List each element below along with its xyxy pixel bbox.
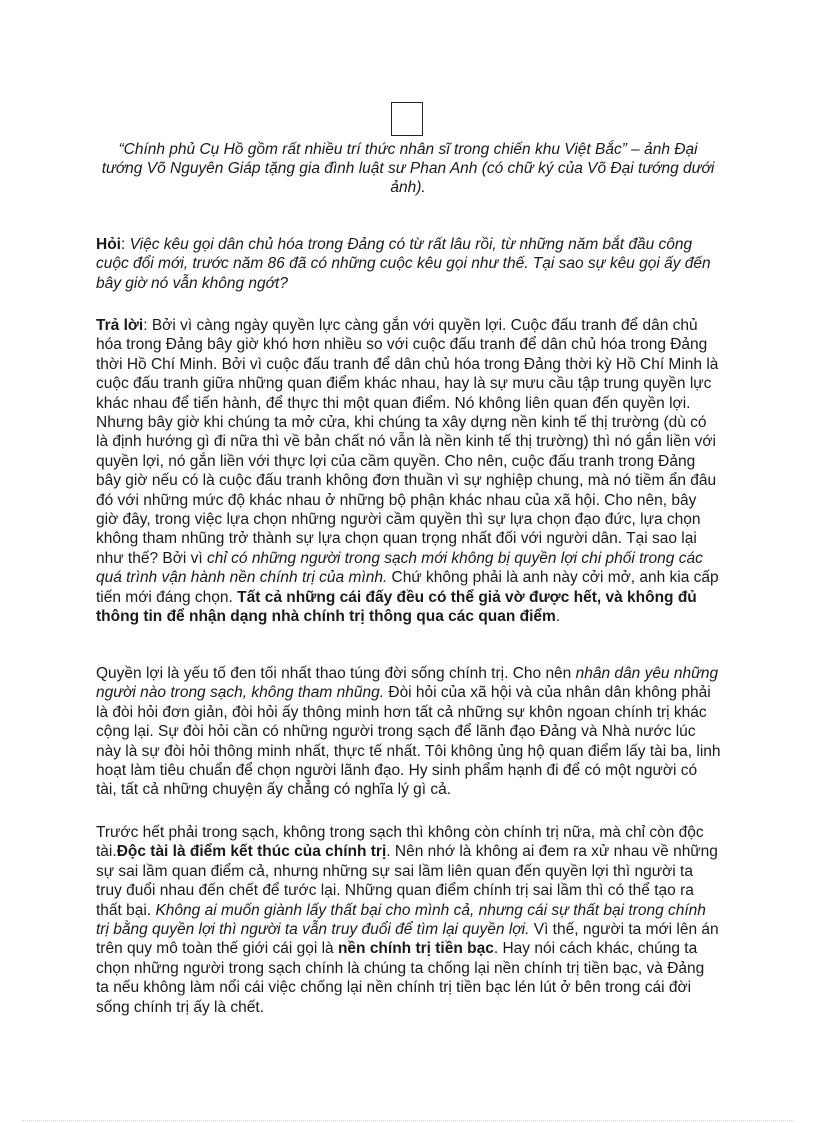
answer-label: Trả lời xyxy=(96,317,144,334)
para4-bold-1: Độc tài là điểm kết thúc của chính trị xyxy=(116,843,387,861)
question-separator: : xyxy=(120,236,130,253)
question-text: Việc kêu gọi dân chủ hóa trong Đảng có từ rất lâu rồi, từ những năm bắt đầu công cuộc đổi mới, trước năm 86 đã có những cuộc kêu gọi như thế. Tại sao sự kêu gọi ấy đến bây giờ nó vẫn không ngớt? xyxy=(96,236,711,292)
para4-text-4: . Hay nói cách khác, chúng ta chọn những người trong sạch chính là chúng ta chống lại nền chính trị tiền bạc, và Đảng ta nếu không làm nổi cái việc chống lại nền chính trị tiền bạc lén lút ở bên trong cái đời sống chính trị ấy là chết. xyxy=(96,940,705,1016)
answer-italic-1: chỉ có những người trong sạch mới không bị quyền lợi chi phối trong các quá trình vận hành nền chính trị của mình. xyxy=(96,549,703,587)
para3-italic-1: nhân dân yêu những người nào trong sạch, không tham nhũng. xyxy=(96,665,719,702)
page-bottom-divider xyxy=(22,1120,794,1121)
answer-paragraph xyxy=(96,316,721,627)
para4-text-1: Trước hết phải trong sạch, không trong sạch thì không còn chính trị nữa, mà chỉ còn độc tài. xyxy=(96,824,704,861)
question-paragraph xyxy=(96,235,721,293)
para3-text-1: Quyền lợi là yếu tố đen tối nhất thao túng đời sống chính trị. Cho nên xyxy=(96,665,576,682)
answer-text-1: : Bởi vì càng ngày quyền lực càng gắn với quyền lợi. Cuộc đấu tranh để dân chủ hóa trong Đảng bây giờ khó hơn nhiều so với cuộc đấu tranh để dân chủ hóa trong Đảng thời Hồ Chí Minh. Bởi vì cuộc đấu tranh để dân chủ hóa trong Đảng thời kỳ Hồ Chí Minh là cuộc đấu tranh giữa những quan điểm khác nhau, hay là sự mưu cầu tập trung quyền lực khác nhau để tiến hành, để thực thi một quan điểm. Nó không liên quan đến quyền lợi. Nhưng bây giờ khi chúng ta mở cửa, khi chúng ta xây dựng nền kinh tế thị trường (dù có là định hướng gì đi nữa thì về bản chất nó vẫn là nền kinh tế thị trường) thì nó gắn liền với quyền lợi, nó gắn liền với thực lợi của cầm quyền. Cho nên, cuộc đấu tranh trong Đảng bây giờ nếu có là cuộc đấu tranh không đơn thuần vì sự nghiệp chung, mà nó tiềm ẩn đâu đó với những mức độ khác nhau ở những bộ phận khác nhau của xã hội. Cho nên, bây giờ đây, trong việc lựa chọn những người cầm quyền thì sự lựa chọn đạo đức, lựa chọn không tham nhũng trở thành sự lựa chọn quan trọng nhất đối với người dân. Tại sao lại như thế? Bởi vì xyxy=(96,317,719,567)
image-placeholder xyxy=(391,102,423,136)
answer-text-3: . xyxy=(555,608,561,626)
para4-bold-2: nền chính trị tiền bạc xyxy=(337,940,494,958)
photo-caption: “Chính phủ Cụ Hồ gồm rất nhiều trí thức nhân sĩ trong chiến khu Việt Bắc” – ảnh Đại tướng Võ Nguyên Giáp tặng gia đình luật sư Phan Anh (có chữ ký của Võ Đại tướng dưới ảnh). xyxy=(101,141,715,196)
answer-bold-1: Tất cả những cái đấy đều có thể giả vờ được hết, và không đủ thông tin để nhận dạng nhà chính trị thông qua các quan điểm xyxy=(96,588,697,626)
paragraph-3 xyxy=(96,664,721,800)
answer-text-2: Chứ không phải là anh này cởi mở, anh kia cấp tiến mới đáng chọn. xyxy=(96,569,719,606)
para4-text-3: Vì thế, người ta mới lên án trên quy mô toàn thế giới cái gọi là xyxy=(96,921,719,958)
para4-text-2: . Nên nhớ là không ai đem ra xử nhau về những sự sai lầm quan điểm cả, nhưng những sự sai lầm liên quan đến quyền lợi thì người ta truy đuổi nhau đến chết để tước lại. Những quan điểm chính trị sai lầm thì có thể tạo ra thất bại. xyxy=(96,843,718,919)
paragraph-4 xyxy=(96,823,721,1017)
para3-text-2: Đòi hỏi của xã hội và của nhân dân không phải là đòi hỏi đơn giản, đòi hỏi ấy thông minh hơn tất cả những sự khôn ngoan chính trị khác cộng lại. Sự đòi hỏi cần có những người trong sạch để lãnh đạo Đảng và Nhà nước lúc này là sự đòi hỏi thông minh nhất, thực tế nhất. Tôi không ủng hộ quan điểm lấy tài ba, linh hoạt làm tiêu chuẩn để chọn người lãnh đạo. Hy sinh phẩm hạnh đi để có một người có tài, tất cả những chuyện ấy chẳng có nghĩa lý gì cả. xyxy=(96,684,721,799)
question-label: Hỏi xyxy=(96,236,121,253)
para4-italic-1: Không ai muốn giành lấy thất bại cho mình cả, nhưng cái sự thất bại trong chính trị bằng quyền lợi thì người ta vẫn truy đuổi để tìm lại quyền lợi. xyxy=(96,901,706,939)
